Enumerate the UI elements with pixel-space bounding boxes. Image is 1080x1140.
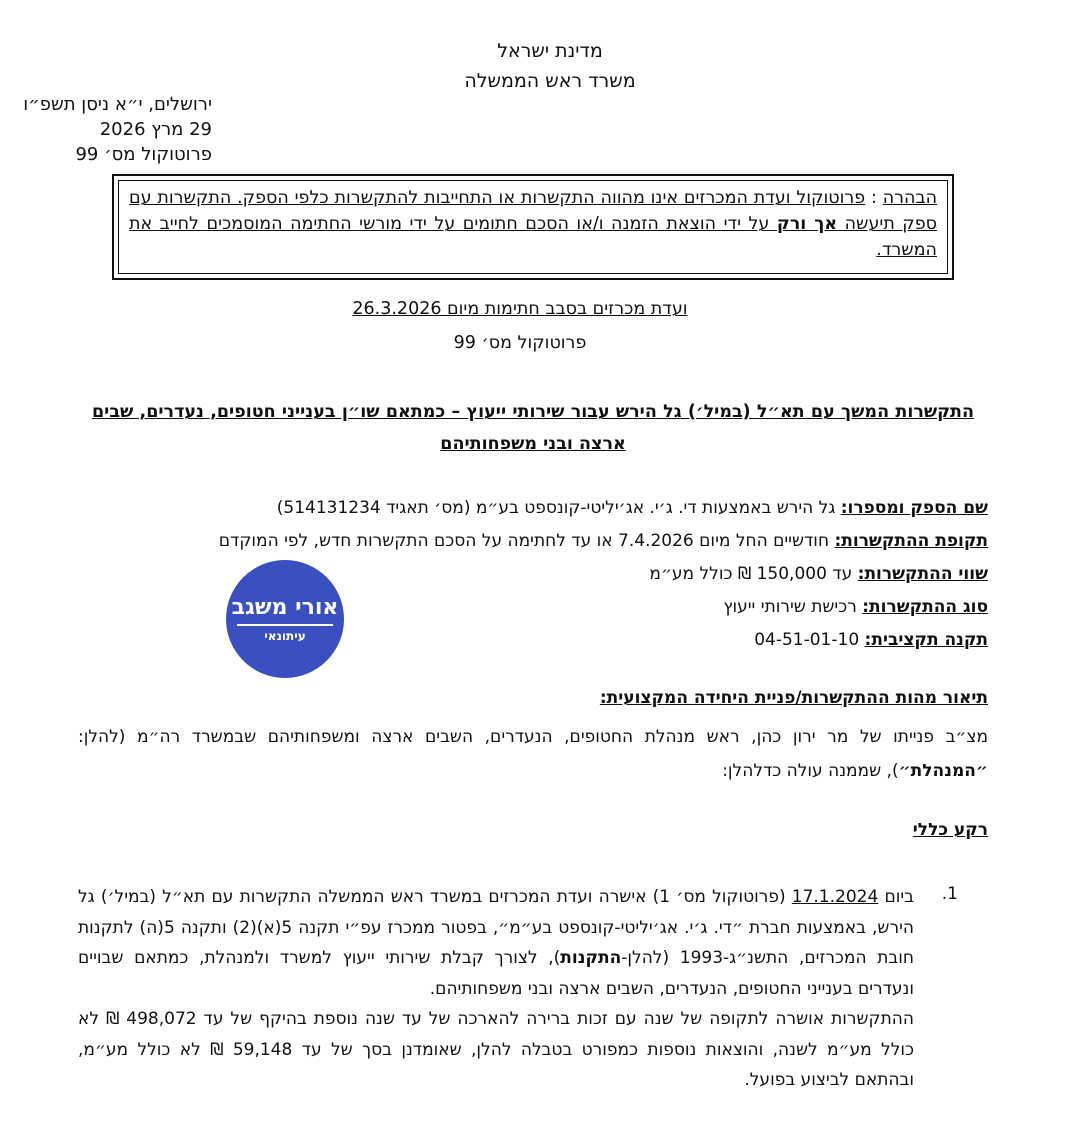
disclaimer-colon: : xyxy=(865,188,883,208)
committee-title xyxy=(0,299,1080,319)
p1-part3: ), לצורך קבלת שירותי ייעוץ למשרד ולמנהלת, כמתאם שבויים ונעדרים בענייני החטופים, הנעדרים, השבים ארצה ובני משפחותיהם. xyxy=(78,948,914,999)
p1-part1: ביום xyxy=(878,887,914,907)
state-name: מדינת ישראל xyxy=(497,40,603,62)
disclaimer-text xyxy=(118,180,948,274)
value-row xyxy=(68,558,988,591)
office-name: משרד ראש הממשלה xyxy=(464,70,636,92)
description-bold: ״המנהלת״ xyxy=(898,761,988,781)
supplier-value: גל הירש באמצעות די. ג׳י. אג׳יליטי-קונספט בע״מ (מס׳ תאגיד 514131234) xyxy=(276,498,841,518)
p1-bold: התקנות xyxy=(560,948,622,968)
type-value: רכישת שירותי ייעוץ xyxy=(723,597,863,617)
disclaimer-emphasis: אך ורק xyxy=(776,214,838,234)
value-label: שווי ההתקשרות: xyxy=(857,564,988,584)
p1-part2: (פרוטוקול מס׳ 1) אישרה ועדת המכרזים במשרד ראש הממשלה התקשרות עם תא״ל (במיל׳) גל הירש, באמצעות חברת ״די. ג׳י. אג׳יליטי-קונספט בע״מ״, בפטור ממכרז עפ״י תקנה 5(א)(2) ותקנה 5(ה) לתקנות חובת המכרזים, התשנ״ג-1993 (להלן- xyxy=(78,887,914,968)
disclaimer-box xyxy=(112,174,954,280)
disclaimer-label: הבהרה xyxy=(882,188,937,208)
stamp-title: עיתונאי xyxy=(264,628,306,643)
value-value: עד 150,000 ₪ כולל מע״מ xyxy=(649,564,858,584)
gregorian-date: 29 מרץ 2026 xyxy=(99,119,212,140)
engagement-details xyxy=(68,492,988,657)
committee-protocol xyxy=(0,333,1080,353)
period-value: חודשיים החל מיום 7.4.2026 או עד לחתימה על הסכם התקשרות חדש, לפי המוקדם xyxy=(218,531,835,551)
description-part1: מצ״ב פנייתו של מר ירון כהן, ראש מנהלת החטופים, הנעדרים, השבים ארצה ומשפחותיהם שבמשרד רה״מ (להלן: xyxy=(78,727,988,747)
supplier-row xyxy=(68,492,988,525)
stamp-name: אורי משגב xyxy=(231,595,339,621)
budget-row xyxy=(68,624,988,657)
committee-protocol-text: פרוטוקול מס׳ 99 xyxy=(453,333,587,353)
supplier-label: שם הספק ומספרו: xyxy=(840,498,988,518)
watermark-stamp xyxy=(226,560,344,678)
description-body xyxy=(78,720,988,788)
committee-title-text: ועדת מכרזים בסבב חתימות מיום 26.3.2026 xyxy=(352,299,688,319)
letterhead xyxy=(0,36,1080,96)
budget-label: תקנה תקציבית: xyxy=(864,630,988,650)
p1-date: 17.1.2024 xyxy=(791,887,879,907)
date-block xyxy=(12,92,212,167)
engagement-title: התקשרות המשך עם תא״ל (במיל׳) גל הירש עבור שירותי ייעוץ – כמתאם שו״ן בענייני חטופים, נעדרים, שבים ארצה ובני משפחותיהם xyxy=(92,402,974,454)
budget-value: 04-51-01-10 xyxy=(754,630,865,650)
list-item xyxy=(78,882,914,1096)
background-title: רקע כללי xyxy=(912,820,988,840)
period-label: תקופת ההתקשרות: xyxy=(834,531,988,551)
background-paragraph-2: ההתקשרות אושרה לתקופה של שנה עם זכות ברירה להארכה של עד שנה נוספת בהיקף של עד 498,072 ₪ לא כולל מע״מ לשנה, והוצאות נוספות כמפורט בטבלה להלן, שאומדנן בסך של עד 59,148 ₪ לא כולל מע״מ, ובהתאם לביצוע בפועל. xyxy=(78,1009,915,1090)
description-title: תיאור מהות ההתקשרות/פניית היחידה המקצועית: xyxy=(599,688,988,708)
background-paragraph-1 xyxy=(78,882,914,1004)
disclaimer-text-part2: על ידי הוצאת הזמנה ו/או הסכם חתומים על ידי מורשי החתימה המוסמכים לחייב את המשרד. xyxy=(129,214,937,260)
type-label: סוג ההתקשרות: xyxy=(862,597,988,617)
hebrew-date: ירושלים, י״א ניסן תשפ״ו xyxy=(23,94,212,115)
type-row xyxy=(68,591,988,624)
protocol-number: פרוטוקול מס׳ 99 xyxy=(75,144,212,165)
description-part2: ), שממנה עולה כדלהלן: xyxy=(722,761,899,781)
disclaimer-text-part1: פרוטוקול ועדת המכרזים אינו מהווה התקשרות או התחייבות להתקשרות כלפי הספק. התקשרות עם ספק תיעשה xyxy=(129,188,937,234)
stamp-divider xyxy=(237,624,333,626)
period-row xyxy=(68,525,988,558)
list-item-number: 1. xyxy=(941,884,958,904)
